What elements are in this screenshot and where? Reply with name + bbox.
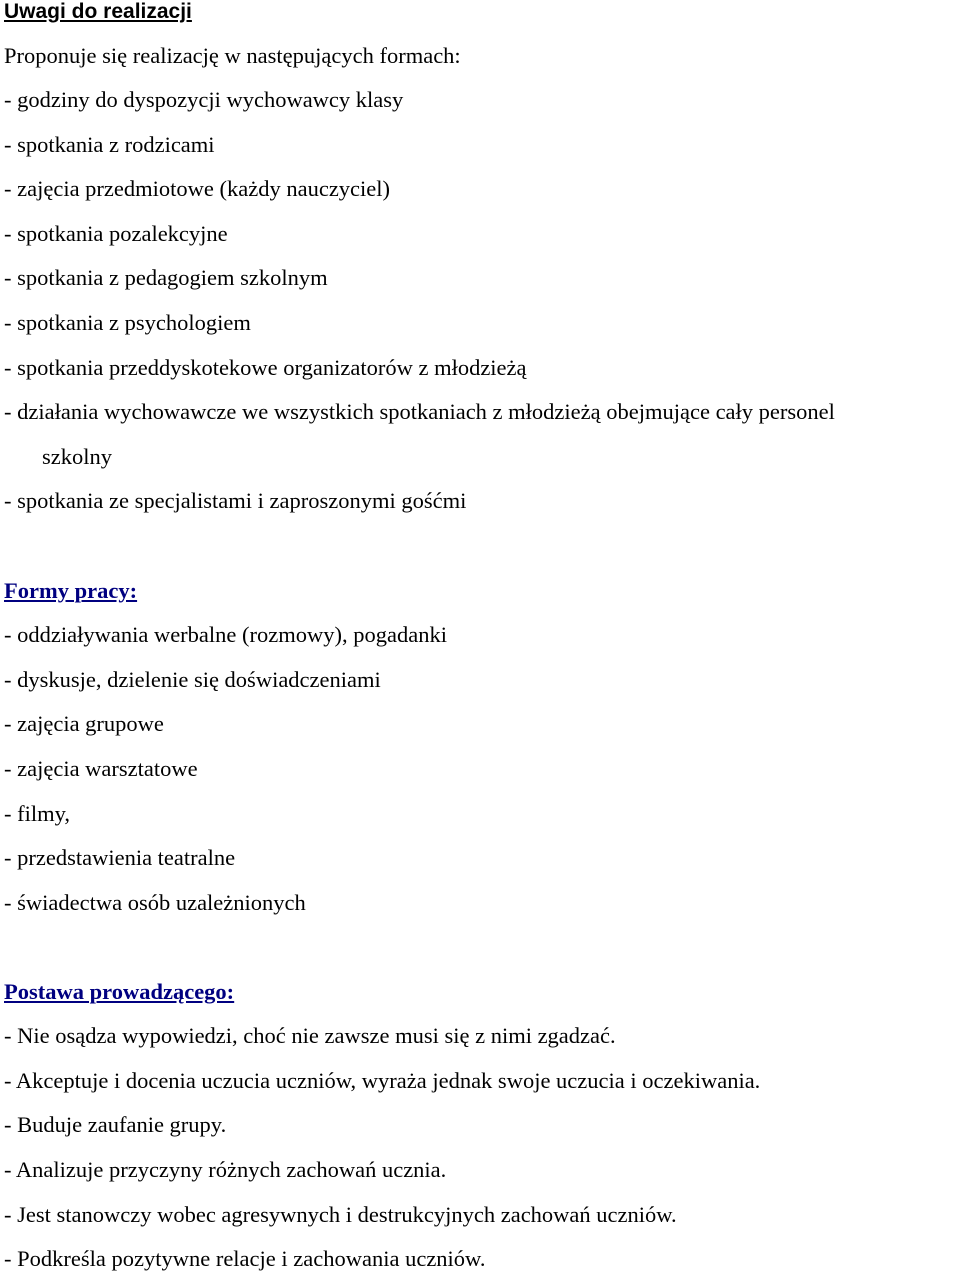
- list-item: - świadectwa osób uzależnionych: [4, 890, 306, 915]
- list-item: - spotkania z rodzicami: [4, 132, 215, 157]
- list-item: - spotkania pozalekcyjne: [4, 221, 228, 246]
- list-item: - oddziaływania werbalne (rozmowy), pogadanki: [4, 622, 447, 647]
- list-item: - Akceptuje i docenia uczucia uczniów, wyraża jednak swoje uczucia i oczekiwania.: [4, 1068, 761, 1093]
- list-item: - spotkania ze specjalistami i zaproszonymi gośćmi: [4, 488, 467, 513]
- list-item: - działania wychowawcze we wszystkich spotkaniach z młodzieżą obejmujące cały personel: [4, 399, 835, 424]
- list-item: - Nie osądza wypowiedzi, choć nie zawsze musi się z nimi zgadzać.: [4, 1023, 616, 1048]
- list-item: - spotkania z pedagogiem szkolnym: [4, 265, 328, 290]
- list-item: - filmy,: [4, 801, 71, 826]
- list-item: - zajęcia grupowe: [4, 711, 164, 736]
- section-heading-formy-pracy: Formy pracy:: [4, 578, 138, 603]
- list-item: - Buduje zaufanie grupy.: [4, 1112, 227, 1137]
- list-item-continuation: szkolny: [42, 444, 112, 469]
- list-item: - dyskusje, dzielenie się doświadczeniami: [4, 667, 381, 692]
- list-item: - przedstawienia teatralne: [4, 845, 236, 870]
- list-item: - Podkreśla pozytywne relacje i zachowania uczniów.: [4, 1246, 486, 1271]
- list-item: - spotkania przeddyskotekowe organizatorów z młodzieżą: [4, 355, 527, 380]
- list-item: - zajęcia przedmiotowe (każdy nauczyciel): [4, 176, 391, 201]
- section-heading-postawa: Postawa prowadzącego:: [4, 979, 235, 1004]
- list-item: - spotkania z psychologiem: [4, 310, 251, 335]
- list-item: - Jest stanowczy wobec agresywnych i destrukcyjnych zachowań uczniów.: [4, 1202, 677, 1227]
- list-item: - godziny do dyspozycji wychowawcy klasy: [4, 87, 404, 112]
- intro-text: Proponuje się realizację w następujących formach:: [4, 43, 461, 68]
- list-item: - Analizuje przyczyny różnych zachowań ucznia.: [4, 1157, 447, 1182]
- section-heading-uwagi: Uwagi do realizacji: [4, 0, 192, 23]
- list-item: - zajęcia warsztatowe: [4, 756, 198, 781]
